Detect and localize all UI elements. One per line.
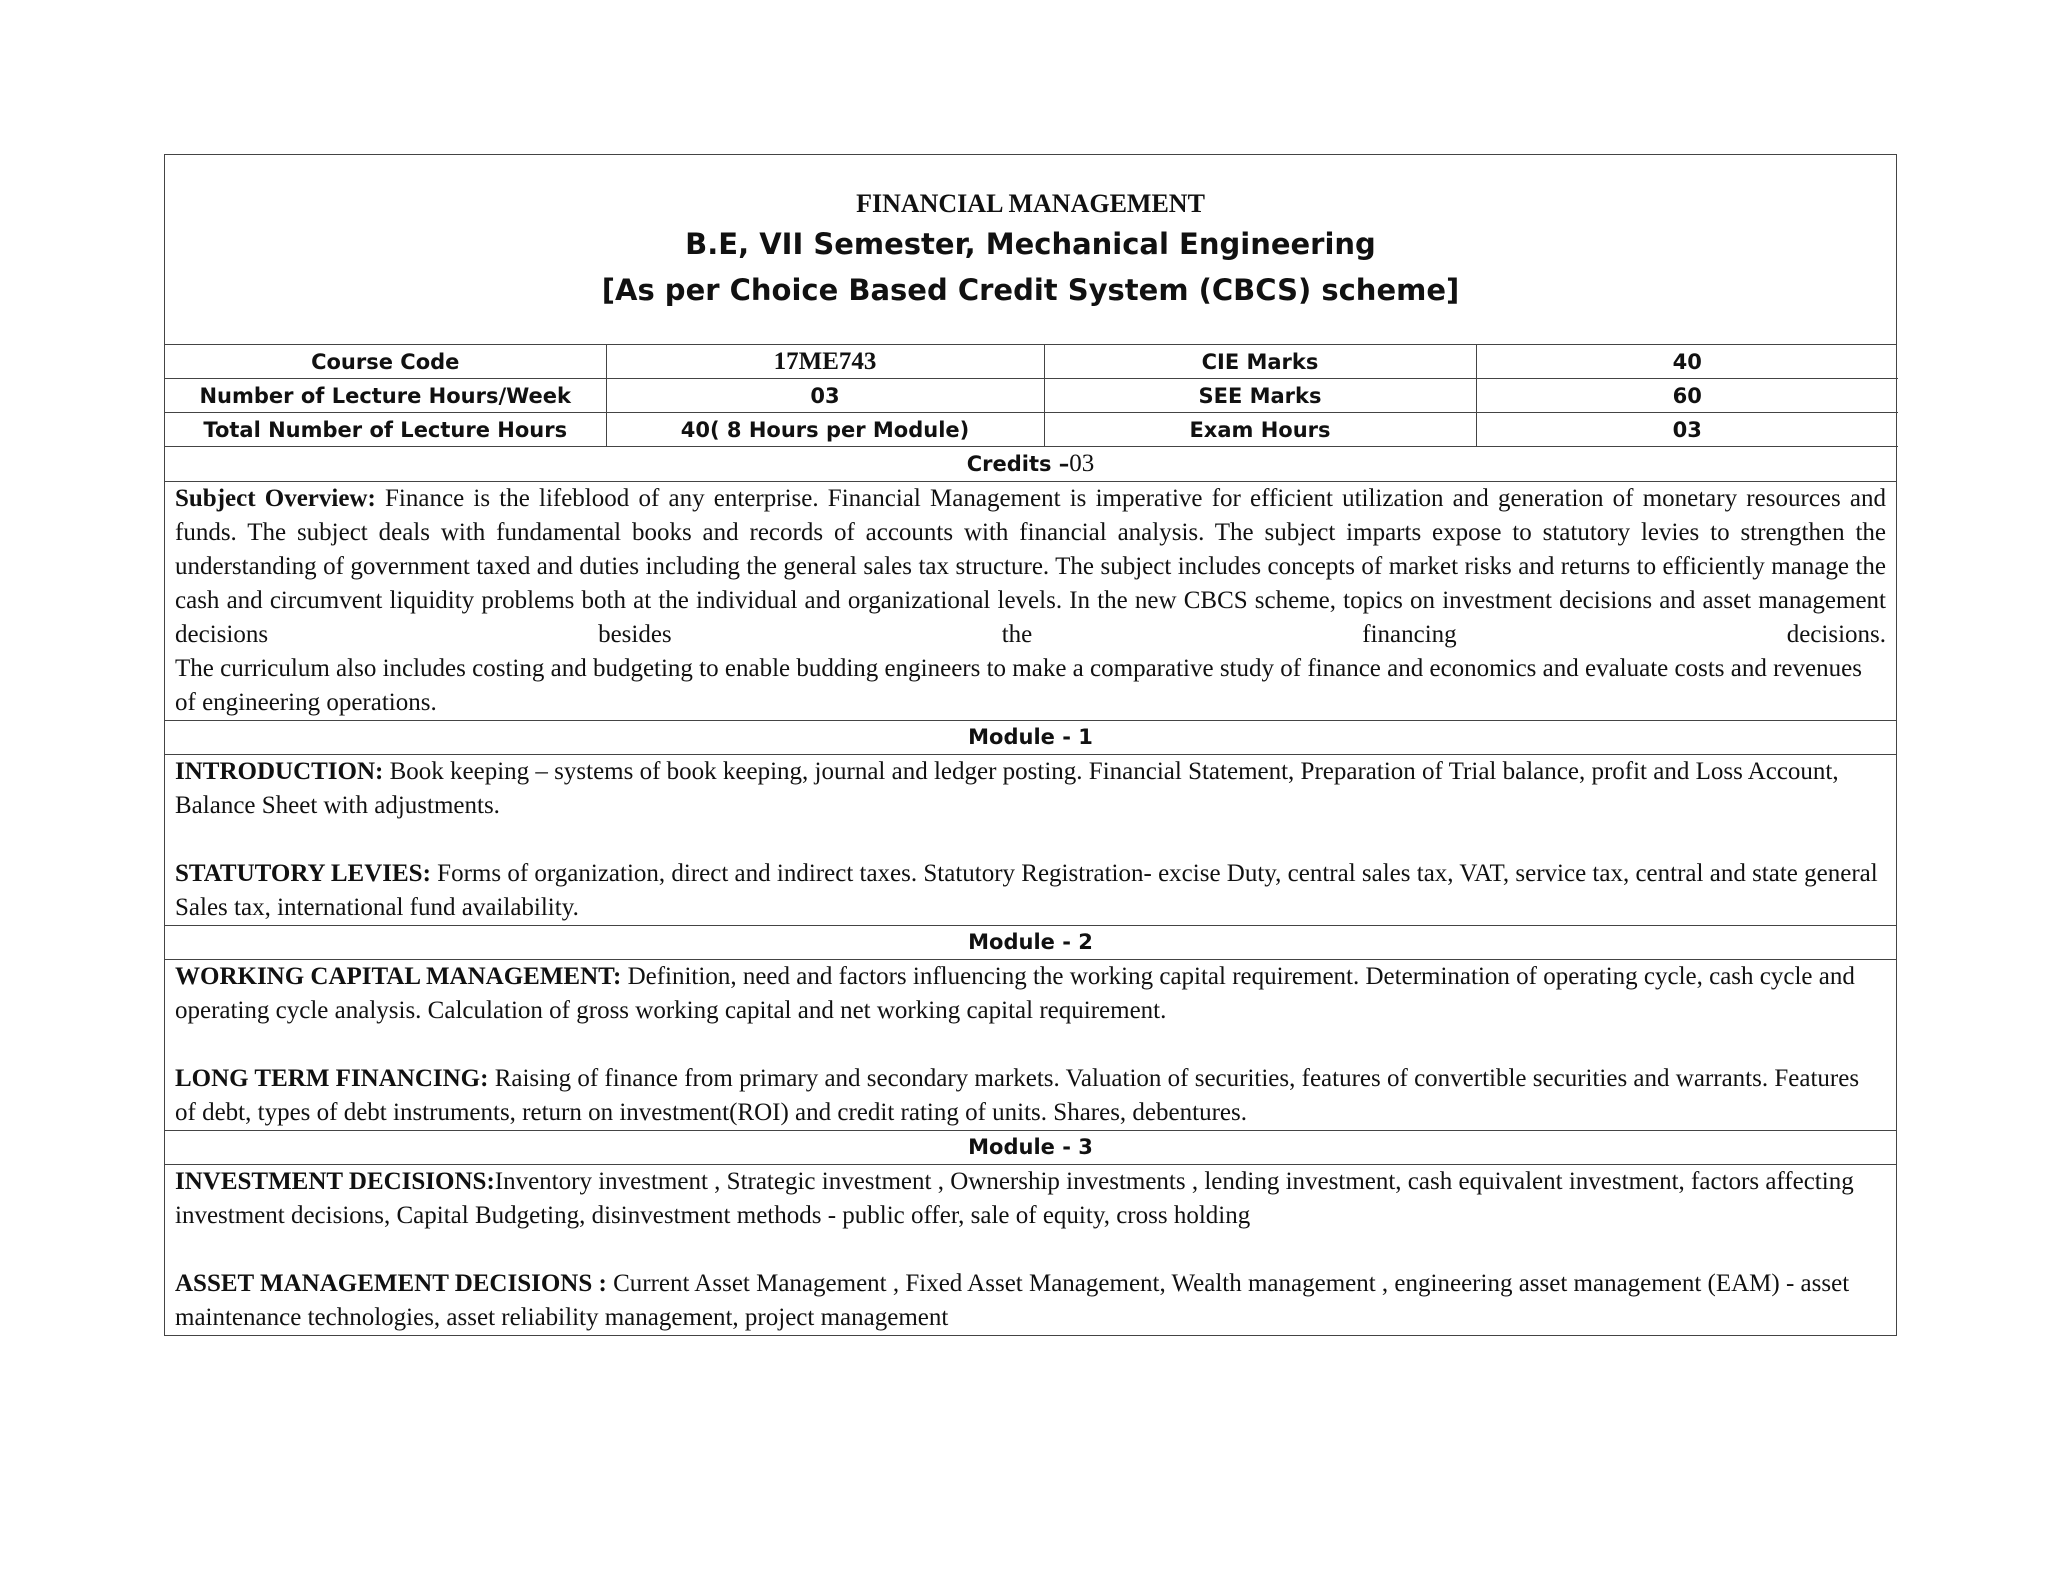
module-3-content xyxy=(165,1165,1896,1335)
subject-overview xyxy=(165,482,1896,721)
topic-text: Book keeping – systems of book keeping, journal and ledger posting. Financial Statement, Preparation of Trial balance, profit and Loss Account, Balance Sheet with adjustments. xyxy=(175,758,1839,819)
overview-text-2: The curriculum also includes costing and budgeting to enable budding engineers to make a comparative study of finance and economics and evaluate costs and revenues of engineering operations. xyxy=(175,655,1862,716)
see-marks-label: SEE Marks xyxy=(1044,379,1476,413)
total-lecture-hours-value: 40( 8 Hours per Module) xyxy=(606,413,1044,447)
course-info-table xyxy=(165,345,1898,447)
course-code-label: Course Code xyxy=(165,345,606,379)
course-code-value: 17ME743 xyxy=(606,345,1044,379)
exam-hours-value: 03 xyxy=(1476,413,1898,447)
table-row xyxy=(165,345,1898,379)
overview-text: Finance is the lifeblood of any enterprise. Financial Management is imperative for efficient utilization and generation of monetary resources and funds. The subject deals with fundamental books and records of accounts with financial analysis. The subject imparts expose to statutory levies to strengthen the understanding of government taxed and duties including the general sales tax structure. The subject includes concepts of market risks and returns to efficiently manage the cash and circumvent liquidity problems both at the individual and organizational levels. In the new CBCS scheme, topics on investment decisions and asset management decisions besides the financing decisions. xyxy=(175,485,1886,648)
module-2-heading: Module - 2 xyxy=(165,926,1896,960)
topic-heading: INTRODUCTION: xyxy=(175,758,384,785)
credits-row xyxy=(165,447,1896,482)
module-1-heading: Module - 1 xyxy=(165,721,1896,755)
topic-text: Raising of finance from primary and secondary markets. Valuation of securities, features of convertible securities and warrants. Features of debt, types of debt instruments, return on investment(ROI) and credit rating of units. Shares, debentures. xyxy=(175,1065,1860,1126)
cie-marks-value: 40 xyxy=(1476,345,1898,379)
credits-value: 03 xyxy=(1069,450,1095,477)
topic-text: Inventory investment , Strategic investment , Ownership investments , lending investment, cash equivalent investment, factors affecting investment decisions, Capital Budgeting, disinvestment methods - public offer, sale of equity, cross holding xyxy=(175,1168,1854,1229)
cie-marks-label: CIE Marks xyxy=(1044,345,1476,379)
course-title: FINANCIAL MANAGEMENT xyxy=(856,189,1205,218)
exam-hours-label: Exam Hours xyxy=(1044,413,1476,447)
lecture-hours-week-label: Number of Lecture Hours/Week xyxy=(165,379,606,413)
syllabus-document xyxy=(164,154,1897,1336)
table-row xyxy=(165,413,1898,447)
overview-heading: Subject Overview: xyxy=(175,485,376,512)
topic-heading: ASSET MANAGEMENT DECISIONS : xyxy=(175,1270,607,1297)
topic-heading: WORKING CAPITAL MANAGEMENT: xyxy=(175,963,622,990)
topic-heading: INVESTMENT DECISIONS: xyxy=(175,1168,495,1195)
module-3-heading: Module - 3 xyxy=(165,1131,1896,1165)
module-1-content xyxy=(165,755,1896,926)
scheme-subtitle: [As per Choice Based Credit System (CBCS) scheme] xyxy=(601,273,1460,307)
module-2-content xyxy=(165,960,1896,1131)
topic-heading: STATUTORY LEVIES: xyxy=(175,860,431,887)
table-row xyxy=(165,379,1898,413)
topic-text: Current Asset Management , Fixed Asset Management, Wealth management , engineering asset management (EAM) - asset maintenance technologies, asset reliability management, project management xyxy=(175,1270,1850,1331)
lecture-hours-week-value: 03 xyxy=(606,379,1044,413)
topic-heading: LONG TERM FINANCING: xyxy=(175,1065,489,1092)
program-subtitle: B.E, VII Semester, Mechanical Engineering xyxy=(685,227,1376,261)
topic-text: Definition, need and factors influencing the working capital requirement. Determination of operating cycle, cash cycle and operating cycle analysis. Calculation of gross working capital and net working capital requirement. xyxy=(175,963,1855,1024)
title-box xyxy=(165,155,1896,345)
total-lecture-hours-label: Total Number of Lecture Hours xyxy=(165,413,606,447)
topic-text: Forms of organization, direct and indirect taxes. Statutory Registration- excise Duty, central sales tax, VAT, service tax, central and state general Sales tax, international fund availability. xyxy=(175,860,1878,921)
credits-label: Credits – xyxy=(966,452,1070,476)
see-marks-value: 60 xyxy=(1476,379,1898,413)
